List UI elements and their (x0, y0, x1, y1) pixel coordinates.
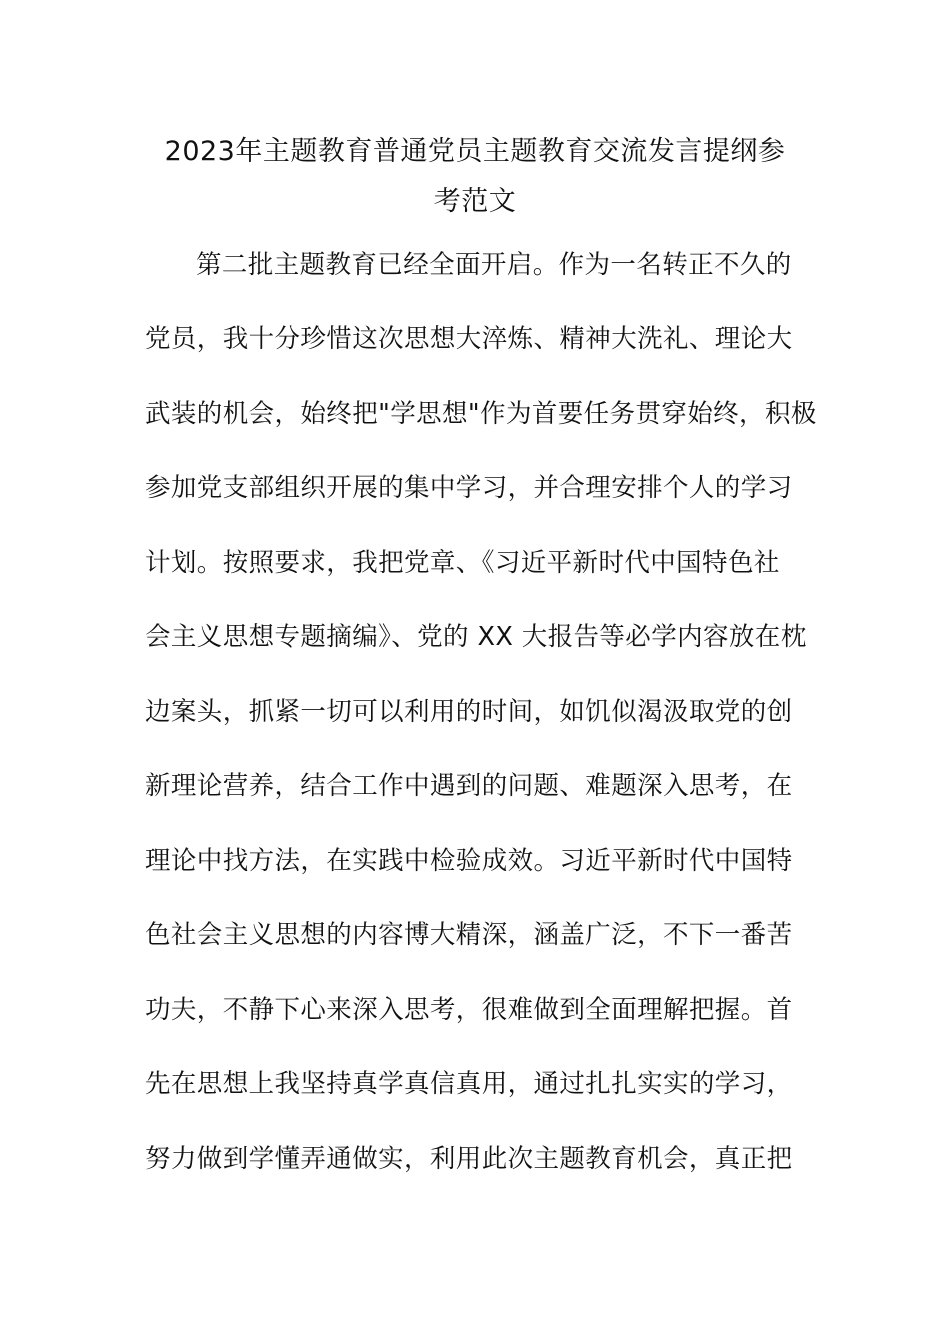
body-text-line: 武装的机会，始终把"学思想"作为首要任务贯穿始终，积极 (145, 399, 817, 429)
body-text-line: 先在思想上我坚持真学真信真用，通过扎扎实实的学习， (145, 1069, 793, 1099)
body-text-line: 功夫，不静下心来深入思考，很难做到全面理解把握。首 (145, 995, 793, 1025)
body-text-line: 新理论营养，结合工作中遇到的问题、难题深入思考，在 (145, 771, 793, 801)
document-title-line-2: 考范文 (433, 186, 517, 217)
body-text-line: 党员，我十分珍惜这次思想大淬炼、精神大洗礼、理论大 (145, 324, 793, 354)
body-text-line: 参加党支部组织开展的集中学习，并合理安排个人的学习 (145, 473, 793, 503)
body-text-line: 计划。按照要求，我把党章、《习近平新时代中国特色社 (145, 548, 780, 578)
body-text-line: 边案头，抓紧一切可以利用的时间，如饥似渴汲取党的创 (145, 697, 793, 727)
body-text-line: 色社会主义思想的内容博大精深，涵盖广泛，不下一番苦 (145, 920, 793, 950)
body-text-line: 努力做到学懂弄通做实，利用此次主题教育机会，真正把 (145, 1144, 793, 1174)
body-text-line: 理论中找方法，在实践中检验成效。习近平新时代中国特 (145, 846, 793, 876)
document-title-line-1: 2023年主题教育普通党员主题教育交流发言提纲参 (164, 136, 786, 167)
body-text-line: 第二批主题教育已经全面开启。作为一名转正不久的 (196, 250, 792, 280)
body-text-line: 会主义思想专题摘编》、党的 XX 大报告等必学内容放在枕 (145, 622, 807, 652)
